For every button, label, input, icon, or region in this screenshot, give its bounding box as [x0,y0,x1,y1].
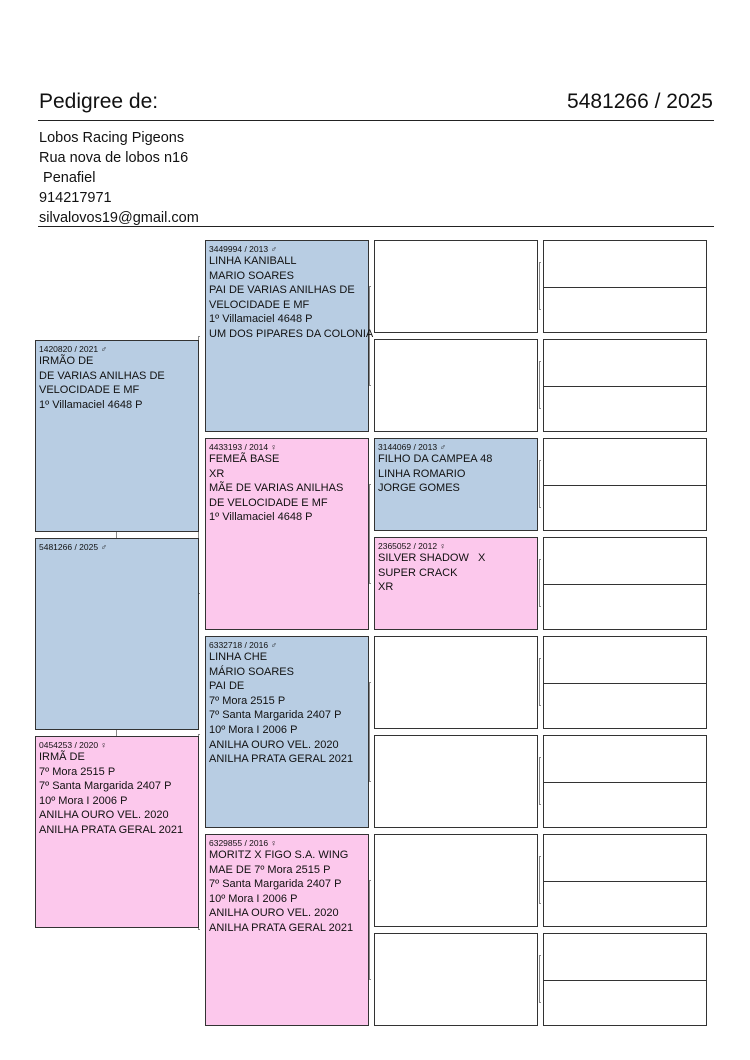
fmf-line: JORGE GOMES [378,482,460,495]
mother-line: IRMÃ DE [39,751,85,763]
fmm-ring: 2365052 / 2012 ♀ [378,541,446,551]
father-line: IRMÃO DE [39,355,94,367]
mother-line: 7º Mora 2515 P [39,765,116,778]
mother-mother-box [205,834,369,1026]
mm-ring: 6329855 / 2016 ♀ [209,838,277,848]
mf-line: 7º Santa Margarida 2407 P [209,709,342,722]
mf-line: 7º Mora 2515 P [209,694,286,707]
mother-ring: 0454253 / 2020 ♀ [39,740,107,750]
owner-email: silvalovos19@gmail.com [39,210,199,226]
ff-ring: 3449994 / 2013 ♂ [209,244,277,254]
bracket-g3-5 [539,658,541,706]
owner-info [39,128,199,228]
father-father-box [205,240,374,432]
ancestor-slot-g4-7 [543,834,707,927]
subject-box [35,538,199,730]
mf-line: PAI DE [209,680,245,693]
ancestor-slot-g4-2 [543,339,707,432]
fm-father-box [374,438,538,531]
bracket-g3-4 [539,559,541,607]
ancestor-slot-ffx2 [374,339,538,432]
fm-line: XR [209,467,225,480]
fm-line: 1º Villamaciel 4648 P [209,511,313,524]
fmf-ring: 3144069 / 2013 ♂ [378,442,446,452]
mm-line: MAE DE 7º Mora 2515 P [209,863,331,876]
mm-line: ANILHA OURO VEL. 2020 [209,907,339,920]
ff-line: UM DOS PIPARES DA COLONIA [209,327,374,340]
ff-line: 1º Villamaciel 4648 P [209,313,313,326]
bracket-g3-7 [539,856,541,904]
mother-box [35,736,199,928]
bracket-mm [369,880,371,980]
mm-line: MORITZ X FIGO S.A. WING [209,849,349,861]
mf-line: ANILHA PRATA GERAL 2021 [209,753,354,766]
father-ring: 1420820 / 2021 ♂ [39,344,107,354]
ancestor-slot-g4-8 [543,933,707,1026]
fm-line: MÃE DE VARIAS ANILHAS [209,482,344,495]
ff-line: LINHA KANIBALL [209,255,297,267]
bracket-g3-6 [539,757,541,805]
header-divider [38,120,714,121]
owner-phone: 914217971 [39,190,112,206]
ff-line: MARIO SOARES [209,269,294,282]
mf-line: LINHA CHE [209,651,268,663]
mf-line: MÁRIO SOARES [209,665,294,678]
father-box [35,340,199,532]
fmm-line: SUPER CRACK [378,566,458,579]
fm-mother-box [374,537,538,630]
father-line: 1º Villamaciel 4648 P [39,398,143,411]
ancestor-slot-g4-5 [543,636,707,729]
ancestor-slot-ffx1 [374,240,538,333]
fm-line: DE VELOCIDADE E MF [209,496,328,509]
mother-line: ANILHA PRATA GERAL 2021 [39,823,184,836]
page-title: Pedigree de: [39,90,159,113]
mf-line: 10º Mora I 2006 P [209,723,298,736]
bracket-g3-2 [539,361,541,409]
father-mother-box [205,438,369,630]
subject-ring: 5481266 / 2025 ♂ [39,542,107,552]
mother-line: 10º Mora I 2006 P [39,794,128,807]
ancestor-slot-g4-3 [543,438,707,531]
mm-line: 7º Santa Margarida 2407 P [209,878,342,891]
fmf-line: FILHO DA CAMPEA 48 [378,453,493,465]
fm-line: FEMEÃ BASE [209,453,280,465]
ancestor-slot-g4-6 [543,735,707,828]
bracket-g3-8 [539,955,541,1003]
bracket-mf [369,682,371,782]
pigeon-id: 5481266 / 2025 [567,90,713,113]
owner-divider [38,226,714,227]
ancestor-slot-g4-4 [543,537,707,630]
fm-ring: 4433193 / 2014 ♀ [209,442,277,452]
bracket-g3-3 [539,460,541,508]
owner-name: Lobos Racing Pigeons [39,130,185,146]
father-line: VELOCIDADE E MF [39,384,140,397]
ancestor-slot-g4-1 [543,240,707,333]
mf-ring: 6332718 / 2016 ♂ [209,640,277,650]
fmf-line: LINHA ROMARIO [378,467,466,480]
bracket-fm [369,484,371,584]
fmm-line: SILVER SHADOW X [378,552,486,564]
mm-line: ANILHA PRATA GERAL 2021 [209,921,354,934]
mf-line: ANILHA OURO VEL. 2020 [209,738,339,751]
mm-line: 10º Mora I 2006 P [209,892,298,905]
bracket-g3-1 [539,262,541,310]
owner-address: Rua nova de lobos n16 [39,150,189,166]
fmm-line: XR [378,581,394,594]
ff-line: VELOCIDADE E MF [209,298,310,311]
mother-line: 7º Santa Margarida 2407 P [39,780,172,793]
ancestor-slot-mm2 [374,933,538,1026]
ancestor-slot-mf1 [374,636,538,729]
mother-line: ANILHA OURO VEL. 2020 [39,809,169,822]
owner-city: Penafiel [39,170,96,186]
ancestor-slot-mf2 [374,735,538,828]
ancestor-slot-mm1 [374,834,538,927]
mother-father-box [205,636,369,828]
ff-line: PAI DE VARIAS ANILHAS DE [209,284,355,297]
father-line: DE VARIAS ANILHAS DE [39,369,165,382]
